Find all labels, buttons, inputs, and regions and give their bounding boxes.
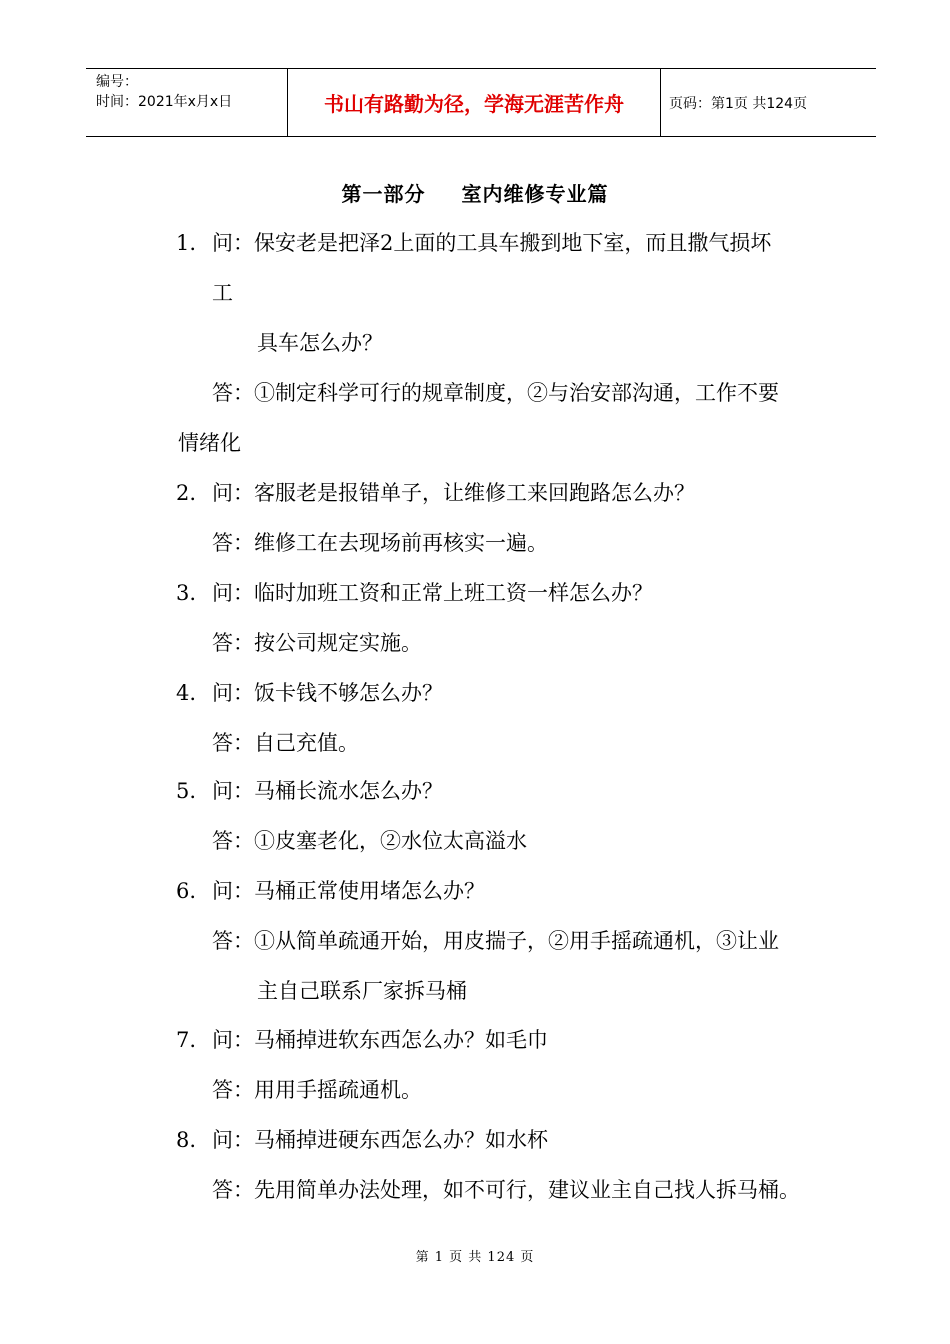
question-text: 问：保安老是把泽2上面的工具车搬到地下室，而且撒气损坏 xyxy=(212,231,772,255)
section-title xyxy=(0,178,950,207)
header-page-info: 页码：第1页 共124页 xyxy=(669,95,808,112)
answer-text: 答：自己充值。 xyxy=(212,731,359,755)
question-text: 问：临时加班工资和正常上班工资一样怎么办？ xyxy=(212,581,653,605)
question-text-continued: 具车怎么办？ xyxy=(257,331,383,355)
code-label: 编号： xyxy=(96,74,138,90)
answer-text: 答：用用手摇疏通机。 xyxy=(212,1078,422,1102)
question-text: 问：客服老是报错单子，让维修工来回跑路怎么办？ xyxy=(212,481,695,505)
answer-text-continued: 情绪化 xyxy=(178,431,241,455)
qa-number: 7. xyxy=(176,1028,197,1052)
answer-text: 答：维修工在去现场前再核实一遍。 xyxy=(212,531,548,555)
qa-number: 8. xyxy=(176,1128,197,1152)
question-text-continued: 工 xyxy=(212,281,233,305)
qa-number: 4. xyxy=(176,681,197,705)
answer-text: 答：①制定科学可行的规章制度，②与治安部沟通，工作不要 xyxy=(212,381,779,405)
question-text: 问：马桶正常使用堵怎么办？ xyxy=(212,879,485,903)
header-meta xyxy=(86,69,288,136)
section-name: 室内维修专业篇 xyxy=(461,182,609,206)
question-text: 问：马桶长流水怎么办？ xyxy=(212,779,443,803)
header-motto: 书山有路勤为径，学海无涯苦作舟 xyxy=(288,69,661,136)
section-part: 第一部分 xyxy=(341,182,426,206)
page-footer: 第 1 页 共 124 页 xyxy=(415,1250,535,1265)
question-text: 问：饭卡钱不够怎么办？ xyxy=(212,681,443,705)
qa-number: 1. xyxy=(176,231,197,255)
answer-text: 答：①皮塞老化，②水位太高溢水 xyxy=(212,829,527,853)
time-label: 时间：2021年x月x日 xyxy=(96,94,233,110)
document-header xyxy=(86,68,876,137)
qa-number: 2. xyxy=(176,481,197,505)
answer-text: 答：按公司规定实施。 xyxy=(212,631,422,655)
qa-number: 3. xyxy=(176,581,197,605)
qa-number: 5. xyxy=(176,779,197,803)
question-text: 问：马桶掉进硬东西怎么办？如水杯 xyxy=(212,1128,548,1152)
qa-number: 6. xyxy=(176,879,197,903)
answer-text-continued: 主自己联系厂家拆马桶 xyxy=(257,979,467,1003)
answer-text: 答：先用简单办法处理，如不可行，建议业主自己找人拆马桶。 xyxy=(212,1178,800,1202)
question-text: 问：马桶掉进软东西怎么办？如毛巾 xyxy=(212,1028,548,1052)
answer-text: 答：①从简单疏通开始，用皮揣子，②用手摇疏通机，③让业 xyxy=(212,929,779,953)
